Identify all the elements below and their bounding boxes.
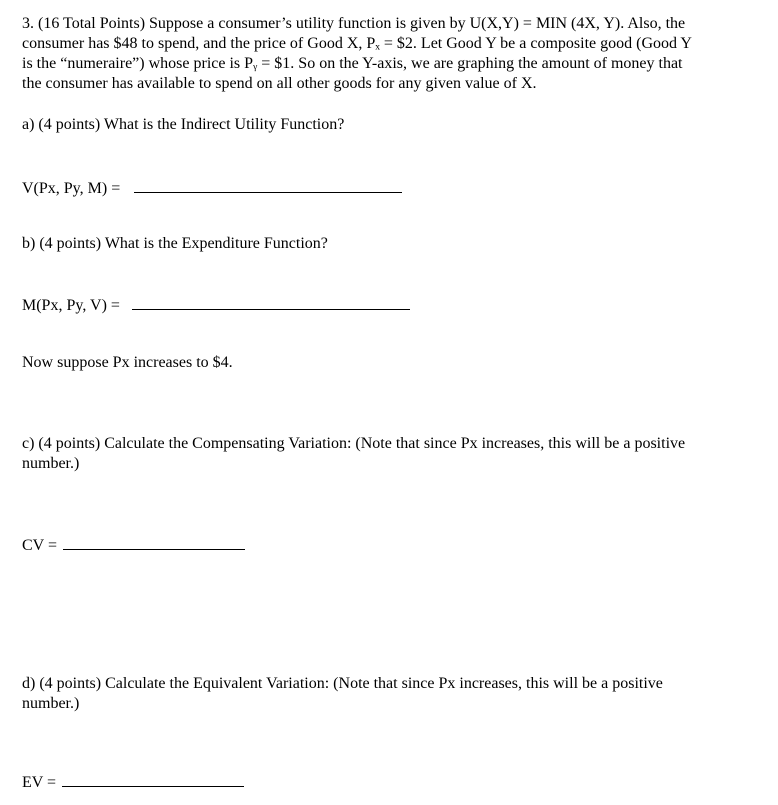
problem-line: the consumer has available to spend on all other goods for any given value of X. — [22, 75, 537, 92]
part-b-answer-label: M(Px, Py, V) = — [22, 297, 120, 314]
part-c-prompt-line2: number.) — [22, 455, 80, 472]
part-d-prompt — [22, 674, 766, 714]
part-b-answer-row — [22, 295, 410, 316]
part-b-prompt: b) (4 points) What is the Expenditure Function? — [22, 235, 328, 252]
part-b-answer-blank[interactable] — [132, 295, 410, 310]
problem-line: 3. (16 Total Points) Suppose a consumer’s utility function is given by U(X,Y) = MIN (4X, Y). Also, the — [22, 15, 686, 32]
problem-statement — [22, 14, 766, 94]
part-c-answer-blank[interactable] — [63, 535, 245, 550]
part-d-prompt-line2: number.) — [22, 695, 80, 712]
part-a-answer-row — [22, 178, 402, 199]
part-c-prompt — [22, 434, 766, 474]
problem-line: consumer has $48 to spend, and the price of Good X, Pₓ = $2. Let Good Y be a composite good (Good Y — [22, 35, 692, 52]
part-a-answer-blank[interactable] — [134, 178, 402, 193]
part-d-answer-row — [22, 772, 244, 793]
part-c-answer-label: CV = — [22, 537, 57, 554]
part-a-prompt: a) (4 points) What is the Indirect Utility Function? — [22, 116, 345, 133]
part-d-answer-blank[interactable] — [62, 772, 244, 787]
price-change-note: Now suppose Px increases to $4. — [22, 354, 233, 371]
part-d-prompt-line1: d) (4 points) Calculate the Equivalent Variation: (Note that since Px increases, this will be a positive — [22, 675, 663, 692]
part-a-answer-label: V(Px, Py, M) = — [22, 180, 121, 197]
part-c-answer-row — [22, 535, 245, 556]
part-d-answer-label: EV = — [22, 774, 57, 791]
part-c-prompt-line1: c) (4 points) Calculate the Compensating Variation: (Note that since Px increases, this will be a positive — [22, 435, 686, 452]
problem-line: is the “numeraire”) whose price is Pᵧ = $1. So on the Y-axis, we are graphing the amount of money that — [22, 55, 683, 72]
